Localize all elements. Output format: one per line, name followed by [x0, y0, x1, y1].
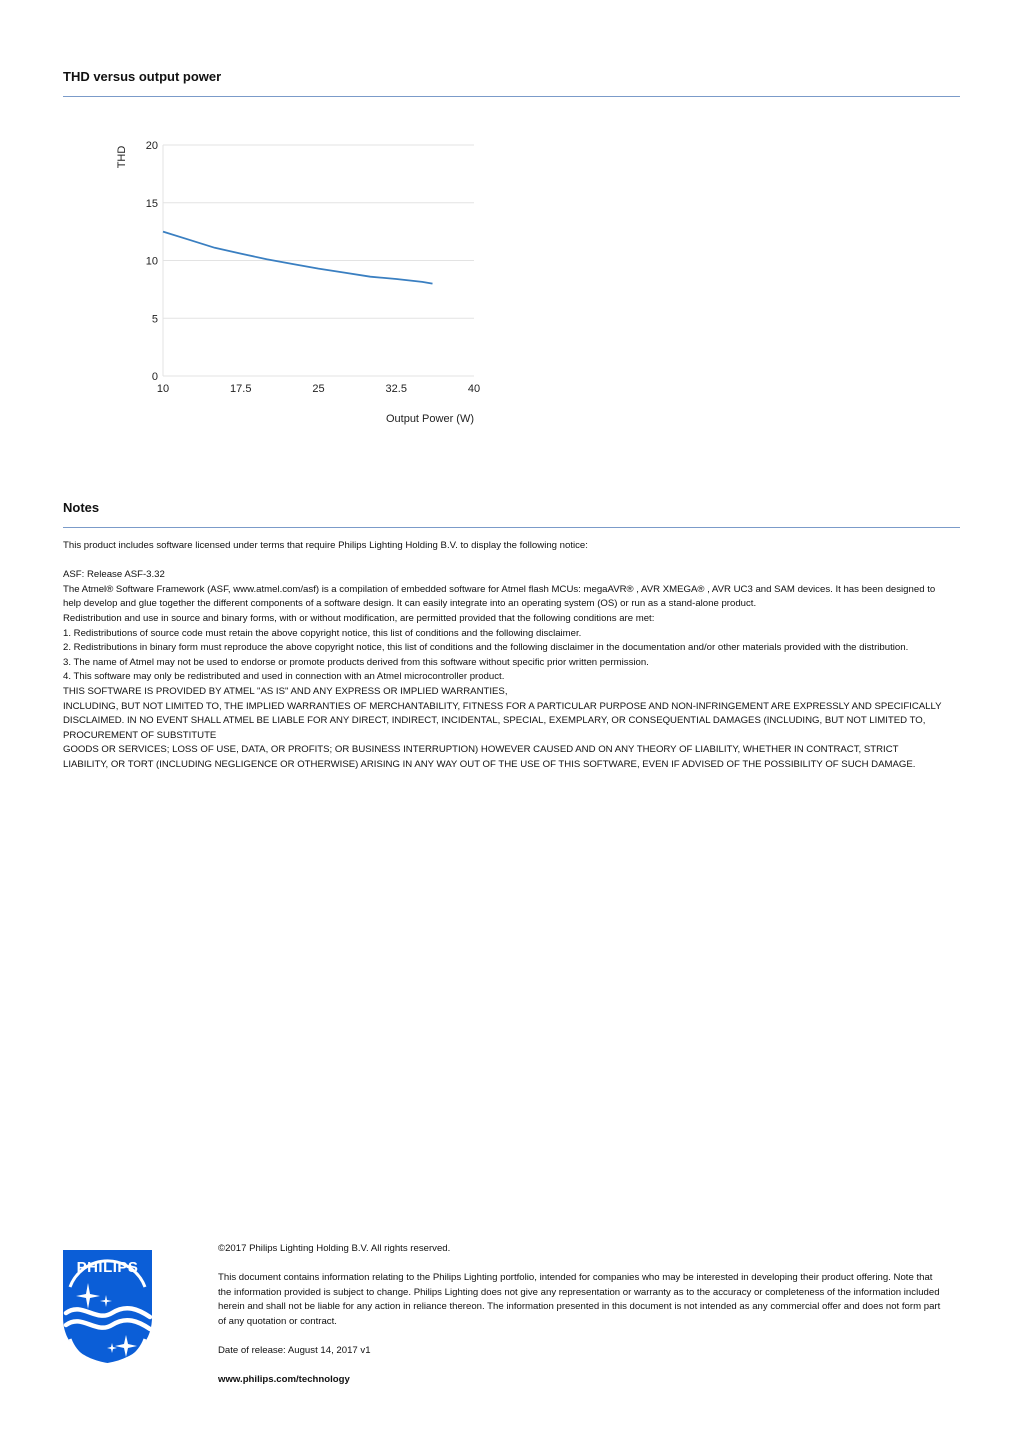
notes-line: The Atmel® Software Framework (ASF, www.atmel.com/asf) is a compilation of embedded software for Atmel flash MCUs: megaAVR® , AVR XMEGA® , AVR UC3 and SAM devices. It has been designed to help develop and glue together the different components of a software design. It can easily integrate into an operating system (OS) or run as a stand-alone product. — [63, 583, 936, 610]
notes-section-rule — [63, 527, 960, 528]
notes-line: 1. Redistributions of source code must retain the above copyright notice, this list of conditions and the following disclaimer. — [63, 627, 582, 639]
chart-series-line — [163, 232, 433, 284]
notes-line: ASF: Release ASF-3.32 — [63, 569, 165, 581]
logo-wordmark: PHILIPS — [76, 1259, 139, 1276]
notes-body — [63, 539, 943, 773]
notes-section-title: Notes — [63, 500, 100, 515]
chart-x-tick-label: 40 — [467, 383, 481, 395]
philips-shield-logo — [60, 1247, 155, 1365]
chart-x-tick-label: 10 — [156, 383, 170, 395]
notes-intro: This product includes software licensed under terms that require Philips Lighting Holding B.V. to display the following notice: — [63, 540, 588, 551]
notes-line: INCLUDING, BUT NOT LIMITED TO, THE IMPLIED WARRANTIES OF MERCHANTABILITY, FITNESS FOR A PARTICULAR PURPOSE AND NON-INFRINGEMENT ARE EXPRESSLY AND SPECIFICALLY DISCLAIMED. IN NO EVENT SHALL ATMEL BE LIABLE FOR ANY DIRECT, INDIRECT, INCIDENTAL, SPECIAL, EXEMPLARY, OR CONSEQUENTIAL DAMAGES (INCLUDING, BUT NOT LIMITED TO, PROCUREMENT OF SUBSTITUTE — [63, 700, 942, 741]
notes-line: 3. The name of Atmel may not be used to endorse or promote products derived from this software without specific prior written permission. — [63, 656, 649, 668]
chart-x-tick-label: 17.5 — [230, 383, 252, 395]
notes-line: Redistribution and use in source and binary forms, with or without modification, are permitted provided that the following conditions are met: — [63, 612, 655, 624]
notes-line: GOODS OR SERVICES; LOSS OF USE, DATA, OR PROFITS; OR BUSINESS INTERRUPTION) HOWEVER CAUSED AND ON ANY THEORY OF LIABILITY, WHETHER IN CONTRACT, STRICT LIABILITY, OR TORT (INCLUDING NEGLIGENCE OR OTHERWISE) ARISING IN ANY WAY OUT OF THE USE OF THIS SOFTWARE, EVEN IF ADVISED OF THE POSSIBILITY OF SUCH DAMAGE. — [63, 744, 916, 770]
chart-y-axis-label: THD — [116, 145, 128, 169]
notes-line: THIS SOFTWARE IS PROVIDED BY ATMEL "AS IS" AND ANY EXPRESS OR IMPLIED WARRANTIES, — [63, 685, 508, 697]
thd-section-rule — [63, 96, 960, 97]
chart-y-tick-label: 5 — [151, 313, 158, 326]
chart-x-tick-label: 32.5 — [385, 383, 407, 395]
chart-x-axis-label: Output Power (W) — [385, 413, 474, 425]
notes-line: 2. Redistributions in binary form must reproduce the above copyright notice, this list of conditions and the following disclaimer in the documentation and/or other materials provided with the distribution. — [63, 642, 909, 654]
chart-y-tick-label: 0 — [151, 371, 158, 383]
chart-x-tick-label: 25 — [312, 383, 325, 395]
chart-y-tick-label: 15 — [145, 197, 158, 210]
chart-y-tick-label: 10 — [145, 255, 158, 268]
thd-section-title: THD versus output power — [63, 69, 222, 84]
footer-release-date: Date of release: August 14, 2017 v1 — [218, 1345, 371, 1357]
notes-line: 4. This software may only be redistributed and used in connection with an Atmel microcontroller product. — [63, 671, 505, 683]
footer-disclaimer: This document contains information relating to the Philips Lighting portfolio, intended for companies who may be interested in developing their product offering. Note that the information provided is subject to change. Philips Lighting does not give any representation or warranty as to the accuracy or completeness of the information included herein and shall not be liable for any action in reliance thereon. The information presented in this document is not intended as any commercial offer and does not form part of any quotation or contract. — [218, 1272, 941, 1327]
footer-copyright: ©2017 Philips Lighting Holding B.V. All rights reserved. — [218, 1243, 451, 1254]
thd-chart — [100, 125, 500, 445]
footer-url-link[interactable]: www.philips.com/technology — [218, 1374, 350, 1386]
footer — [218, 1242, 948, 1403]
chart-y-tick-label: 20 — [145, 140, 158, 152]
